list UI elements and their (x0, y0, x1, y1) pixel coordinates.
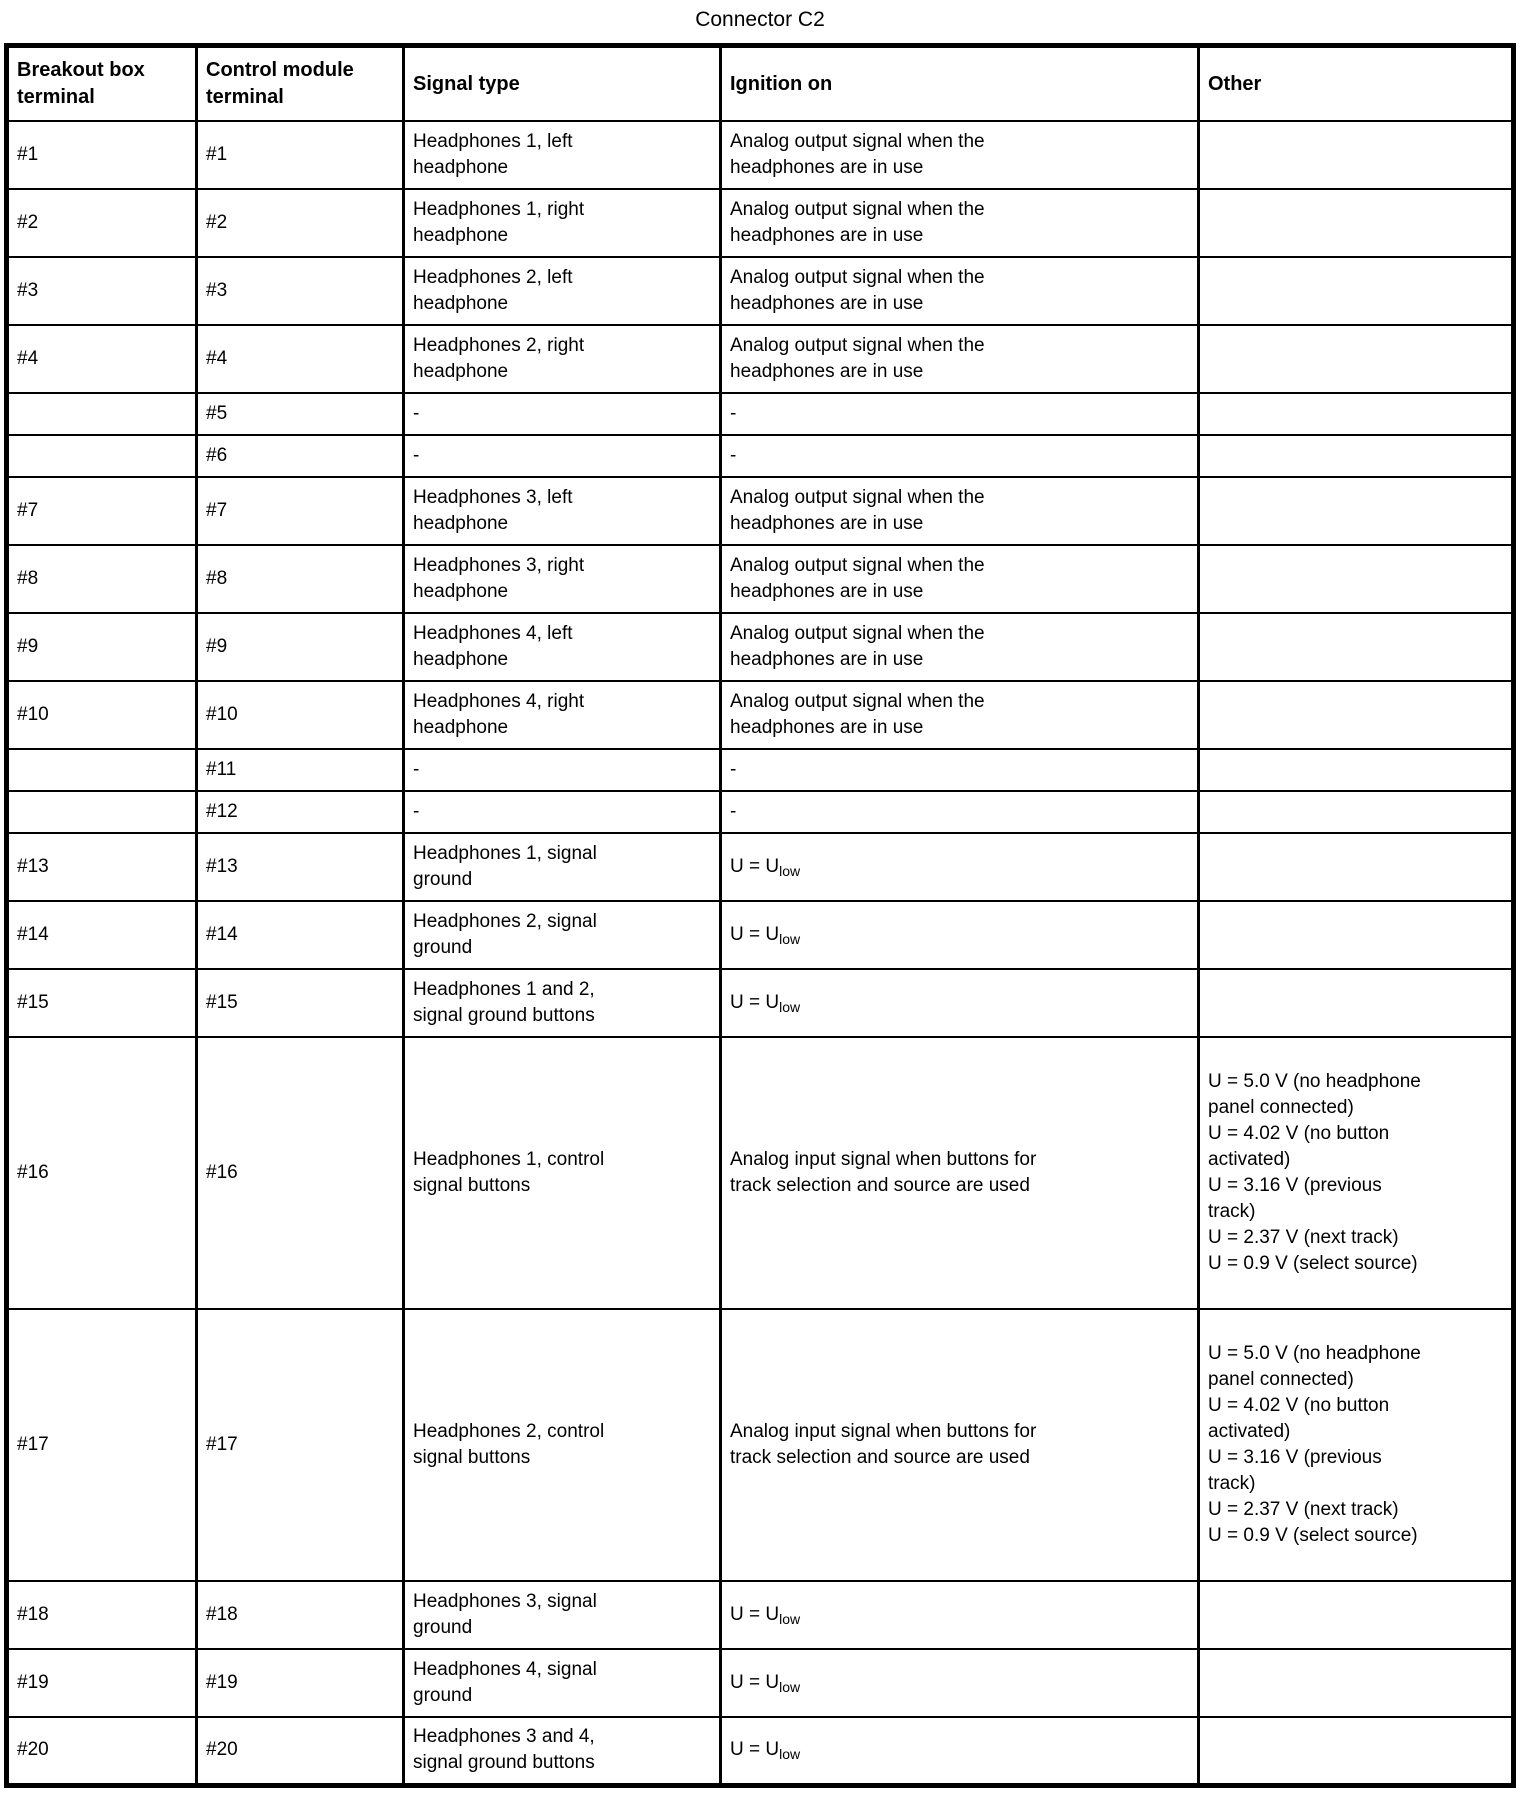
other-voltage-entry: U = 2.37 V (next track) (1208, 1499, 1399, 1520)
ignition-on-cell (721, 1037, 1199, 1309)
signal-type-cell (404, 749, 721, 791)
other-voltage-entry: U = 2.37 V (next track) (1208, 1227, 1399, 1248)
table-row (7, 613, 1514, 681)
breakout-terminal-cell: #10 (7, 681, 197, 749)
signal-type-text: Headphones 2, signal ground (413, 911, 597, 958)
control-terminal-cell: #16 (197, 1037, 404, 1309)
signal-type-cell (404, 121, 721, 189)
breakout-terminal-cell: #17 (7, 1309, 197, 1581)
control-terminal-cell: #11 (197, 749, 404, 791)
ignition-on-text: Analog output signal when the headphones are in use (730, 623, 985, 670)
ignition-on-text: - (730, 445, 737, 466)
ignition-on-cell (721, 749, 1199, 791)
other-voltage-entry: U = 3.16 V (previous track) (1208, 1447, 1382, 1494)
u-low-subscript: low (779, 999, 801, 1015)
ignition-on-text: Analog output signal when the headphones are in use (730, 199, 985, 246)
table-row (7, 477, 1514, 545)
ignition-on-text: Analog output signal when the headphones are in use (730, 335, 985, 382)
breakout-terminal-cell: #19 (7, 1649, 197, 1717)
breakout-terminal-cell: #18 (7, 1581, 197, 1649)
other-voltage-entry: U = 0.9 V (select source) (1208, 1253, 1418, 1274)
column-header-other: Other (1199, 46, 1514, 122)
breakout-terminal-cell: #8 (7, 545, 197, 613)
signal-type-cell (404, 325, 721, 393)
other-cell (1199, 1717, 1514, 1785)
table-row (7, 189, 1514, 257)
signal-type-text: Headphones 2, left headphone (413, 267, 573, 314)
table-header-row (7, 46, 1514, 122)
signal-type-cell (404, 545, 721, 613)
ignition-on-text: $U = U_{low}$ (730, 1739, 801, 1763)
breakout-terminal-cell: #13 (7, 833, 197, 901)
table-row (7, 833, 1514, 901)
ignition-on-cell (721, 393, 1199, 435)
control-terminal-cell: #3 (197, 257, 404, 325)
table-row (7, 1581, 1514, 1649)
control-terminal-cell: #14 (197, 901, 404, 969)
signal-type-cell (404, 1717, 721, 1785)
breakout-terminal-cell: #4 (7, 325, 197, 393)
control-terminal-cell: #2 (197, 189, 404, 257)
ignition-on-text: - (730, 403, 737, 424)
connector-c2-table (4, 43, 1516, 1788)
table-row (7, 1717, 1514, 1785)
other-cell (1199, 1649, 1514, 1717)
signal-type-cell (404, 189, 721, 257)
table-row (7, 901, 1514, 969)
u-low-subscript: low (779, 1611, 801, 1627)
ignition-on-text: Analog output signal when the headphones are in use (730, 487, 985, 534)
table-row (7, 257, 1514, 325)
table-row (7, 1649, 1514, 1717)
control-terminal-cell: #15 (197, 969, 404, 1037)
signal-type-cell (404, 393, 721, 435)
signal-type-cell (404, 1037, 721, 1309)
other-voltage-entry: U = 0.9 V (select source) (1208, 1525, 1418, 1546)
ignition-on-cell (721, 1649, 1199, 1717)
column-header-control-module-terminal: Control module terminal (197, 46, 404, 122)
signal-type-cell (404, 969, 721, 1037)
signal-type-text: Headphones 2, right headphone (413, 335, 585, 382)
signal-type-text: Headphones 4, left headphone (413, 623, 573, 670)
breakout-terminal-cell: #20 (7, 1717, 197, 1785)
other-cell (1199, 901, 1514, 969)
signal-type-cell (404, 477, 721, 545)
other-cell (1199, 791, 1514, 833)
breakout-terminal-cell (7, 435, 197, 477)
other-cell (1199, 477, 1514, 545)
control-terminal-cell: #1 (197, 121, 404, 189)
other-cell (1199, 1037, 1514, 1309)
column-header-signal-type: Signal type (404, 46, 721, 122)
ignition-on-cell (721, 833, 1199, 901)
other-voltage-entry: U = 5.0 V (no headphone panel connected) (1208, 1343, 1421, 1390)
ignition-on-text: Analog input signal when buttons for track selection and source are used (730, 1149, 1037, 1196)
signal-type-cell (404, 1309, 721, 1581)
breakout-terminal-cell (7, 393, 197, 435)
signal-type-cell (404, 257, 721, 325)
breakout-terminal-cell (7, 749, 197, 791)
column-header-breakout-box-terminal: Breakout box terminal (7, 46, 197, 122)
signal-type-text: Headphones 3, right headphone (413, 555, 585, 602)
signal-type-cell (404, 435, 721, 477)
other-cell (1199, 393, 1514, 435)
table-row (7, 325, 1514, 393)
signal-type-text: Headphones 2, control signal buttons (413, 1421, 605, 1468)
other-cell (1199, 545, 1514, 613)
other-cell (1199, 833, 1514, 901)
signal-type-cell (404, 613, 721, 681)
ignition-on-text: $U = U_{low}$ (730, 1604, 801, 1627)
ignition-on-cell (721, 1717, 1199, 1785)
other-cell (1199, 613, 1514, 681)
control-terminal-cell: #5 (197, 393, 404, 435)
other-cell (1199, 1581, 1514, 1649)
other-voltage-entry: U = 4.02 V (no button activated) (1208, 1395, 1390, 1442)
ignition-on-text: $U = U_{low}$ (730, 856, 801, 879)
table-row (7, 791, 1514, 833)
breakout-terminal-cell (7, 791, 197, 833)
page-title: Connector C2 (695, 8, 825, 31)
ignition-on-cell (721, 791, 1199, 833)
u-low-subscript: low (779, 863, 801, 879)
u-low-subscript: low (779, 1679, 801, 1695)
other-cell (1199, 969, 1514, 1037)
signal-type-cell (404, 901, 721, 969)
signal-type-text: Headphones 1, left headphone (413, 131, 573, 178)
ignition-on-cell (721, 901, 1199, 969)
table-body (7, 121, 1514, 1785)
ignition-on-text: - (730, 759, 737, 780)
breakout-terminal-cell: #3 (7, 257, 197, 325)
table-row (7, 435, 1514, 477)
ignition-on-cell (721, 969, 1199, 1037)
other-cell (1199, 681, 1514, 749)
signal-type-text: - (413, 801, 420, 822)
ignition-on-cell (721, 1581, 1199, 1649)
ignition-on-cell (721, 325, 1199, 393)
signal-type-text: - (413, 759, 420, 780)
breakout-terminal-cell: #7 (7, 477, 197, 545)
control-terminal-cell: #7 (197, 477, 404, 545)
ignition-on-cell (721, 189, 1199, 257)
table-row (7, 545, 1514, 613)
table-row (7, 969, 1514, 1037)
other-cell (1199, 749, 1514, 791)
control-terminal-cell: #6 (197, 435, 404, 477)
other-voltage-entry: U = 4.02 V (no button activated) (1208, 1123, 1390, 1170)
breakout-terminal-cell: #14 (7, 901, 197, 969)
ignition-on-text: Analog output signal when the headphones are in use (730, 267, 985, 314)
ignition-on-text: $U = U_{low}$ (730, 924, 801, 947)
table-row (7, 1037, 1514, 1309)
control-terminal-cell: #8 (197, 545, 404, 613)
table-row (7, 1309, 1514, 1581)
signal-type-cell (404, 833, 721, 901)
ignition-on-cell (721, 545, 1199, 613)
other-cell (1199, 121, 1514, 189)
control-terminal-cell: #18 (197, 1581, 404, 1649)
other-cell (1199, 435, 1514, 477)
other-cell (1199, 325, 1514, 393)
control-terminal-cell: #4 (197, 325, 404, 393)
ignition-on-text: Analog input signal when buttons for track selection and source are used (730, 1421, 1037, 1468)
signal-type-cell (404, 1649, 721, 1717)
table-row (7, 681, 1514, 749)
other-cell (1199, 1309, 1514, 1581)
ignition-on-cell (721, 121, 1199, 189)
table-row (7, 393, 1514, 435)
control-terminal-cell: #19 (197, 1649, 404, 1717)
ignition-on-cell (721, 681, 1199, 749)
u-low-subscript: low (779, 931, 801, 947)
signal-type-text: Headphones 1, signal ground (413, 843, 597, 890)
ignition-on-text: - (730, 801, 737, 822)
other-voltage-entry: U = 5.0 V (no headphone panel connected) (1208, 1071, 1421, 1118)
other-cell (1199, 189, 1514, 257)
breakout-terminal-cell: #16 (7, 1037, 197, 1309)
other-cell (1199, 257, 1514, 325)
ignition-on-text: $U = U_{low}$ (730, 992, 801, 1015)
signal-type-text: Headphones 1, right headphone (413, 199, 585, 246)
signal-type-text: - (413, 403, 420, 424)
control-terminal-cell: #9 (197, 613, 404, 681)
ignition-on-cell (721, 257, 1199, 325)
control-terminal-cell: #17 (197, 1309, 404, 1581)
ignition-on-text: Analog output signal when the headphones are in use (730, 555, 985, 602)
signal-type-cell (404, 1581, 721, 1649)
u-low-subscript: low (779, 1746, 801, 1763)
signal-type-text: Headphones 3, left headphone (413, 487, 573, 534)
table-row (7, 121, 1514, 189)
signal-type-text: Headphones 1, control signal buttons (413, 1149, 605, 1196)
control-terminal-cell: #13 (197, 833, 404, 901)
table-row (7, 749, 1514, 791)
signal-type-text: Headphones 4, signal ground (413, 1659, 597, 1706)
ignition-on-cell (721, 435, 1199, 477)
breakout-terminal-cell: #2 (7, 189, 197, 257)
signal-type-text: - (413, 445, 420, 466)
ignition-on-cell (721, 613, 1199, 681)
column-header-ignition-on: Ignition on (721, 46, 1199, 122)
ignition-on-cell (721, 1309, 1199, 1581)
ignition-on-text: $U = U_{low}$ (730, 1672, 801, 1695)
signal-type-cell (404, 791, 721, 833)
signal-type-cell (404, 681, 721, 749)
ignition-on-text: Analog output signal when the headphones are in use (730, 691, 985, 738)
breakout-terminal-cell: #9 (7, 613, 197, 681)
signal-type-text: Headphones 3 and 4, signal ground buttons (413, 1726, 595, 1774)
other-voltage-entry: U = 3.16 V (previous track) (1208, 1175, 1382, 1222)
control-terminal-cell: #20 (197, 1717, 404, 1785)
signal-type-text: Headphones 3, signal ground (413, 1591, 597, 1638)
ignition-on-cell (721, 477, 1199, 545)
ignition-on-text: Analog output signal when the headphones are in use (730, 131, 985, 178)
signal-type-text: Headphones 1 and 2, signal ground buttons (413, 979, 595, 1026)
breakout-terminal-cell: #15 (7, 969, 197, 1037)
breakout-terminal-cell: #1 (7, 121, 197, 189)
control-terminal-cell: #10 (197, 681, 404, 749)
signal-type-text: Headphones 4, right headphone (413, 691, 585, 738)
control-terminal-cell: #12 (197, 791, 404, 833)
